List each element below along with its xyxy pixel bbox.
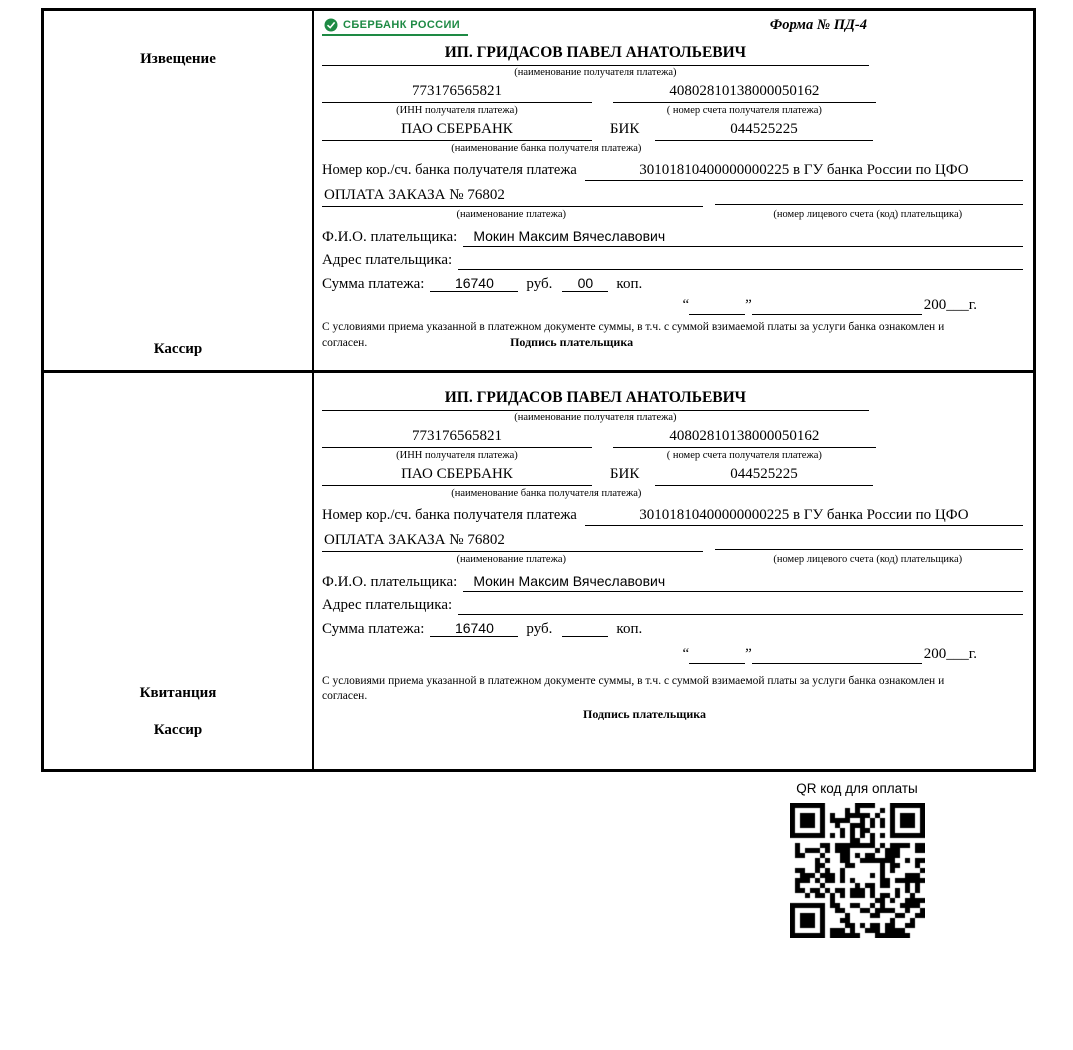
payer-address-row [322,252,1023,270]
inn-account-row [322,428,1023,448]
payer-address-blank [458,252,1023,270]
inn-value: 773176565821 [322,428,592,448]
account-value: 40802810138000050162 [613,428,876,448]
personal-account-blank [715,532,1023,550]
notice-form-body [314,11,1033,370]
rub-label: руб. [526,621,553,637]
notice-left-column [44,11,314,370]
purpose-value: ОПЛАТА ЗАКАЗА № 76802 [322,187,703,207]
payer-name-label: Ф.И.О. плательщика: [322,229,458,245]
amount-label: Сумма платежа: [322,276,425,292]
date-day-blank [689,297,745,315]
qr-section [742,781,972,938]
purpose-row [322,532,1023,552]
corr-label: Номер кор./сч. банка получателя платежа [322,507,577,523]
payer-name-label: Ф.И.О. плательщика: [322,574,458,590]
bank-caption: (наименование банка получателя платежа) [451,488,642,499]
personal-account-blank [715,187,1023,205]
close-quote: ” [745,297,752,313]
bik-label: БИК [609,466,640,482]
inn-account-captions [322,449,1023,463]
open-quote: “ [682,646,690,662]
purpose-value: ОПЛАТА ЗАКАЗА № 76802 [322,532,703,552]
signature-label: Подпись плательщика [510,335,634,350]
inn-value: 773176565821 [322,83,592,103]
rub-label: руб. [526,276,553,292]
payer-name-row [322,573,1023,592]
bik-value: 044525225 [655,466,872,486]
sberbank-logo-icon [324,18,338,32]
year-label: 200___г. [923,297,977,313]
date-month-blank [752,297,922,315]
account-caption: ( номер счета получателя платежа) [666,105,822,116]
corr-label: Номер кор./сч. банка получателя платежа [322,162,577,178]
corr-value: 30101810400000000225 в ГУ банка России по ЦФО [585,507,1023,526]
payer-name-value: Мокин Максим Вячеславович [463,228,1023,247]
payee-name: ИП. ГРИДАСОВ ПАВЕЛ АНАТОЛЬЕВИЧ [322,389,869,411]
sberbank-logo-text: СБЕРБАНК РОССИИ [343,19,461,31]
terms-text: С условиями приема указанной в платежном документе суммы, в т.ч. с суммой взимаемой платы за услуги банка ознакомлен и согласен. [322,321,945,350]
terms-block [322,320,967,351]
payer-address-label: Адрес плательщика: [322,597,453,613]
inn-account-captions [322,104,1023,118]
pd4-form [41,8,1036,772]
receipt-slip [44,373,1033,769]
corr-account-row [322,162,1023,181]
bank-row [322,121,1023,141]
payer-address-label: Адрес плательщика: [322,252,453,268]
receipt-label: Квитанция [139,685,217,701]
bik-label: БИК [609,121,640,137]
personal-account-caption: (номер лицевого счета (код) плательщика) [773,209,963,220]
receipt-form-body [314,373,1033,769]
amount-kop-value: 00 [562,275,608,292]
amount-row [322,275,1023,293]
year-label: 200___г. [923,646,977,662]
payee-block [322,389,869,425]
date-day-blank [689,646,745,664]
amount-rub-value: 16740 [430,620,518,637]
bank-name: ПАО СБЕРБАНК [322,121,592,141]
inn-caption: (ИНН получателя платежа) [396,450,518,461]
amount-row [322,620,1023,638]
amount-rub-value: 16740 [430,275,518,292]
bank-name: ПАО СБЕРБАНК [322,466,592,486]
payer-name-value: Мокин Максим Вячеславович [463,573,1023,592]
open-quote: “ [682,297,690,313]
receipt-left-column [44,373,314,769]
qr-caption: QR код для оплаты [796,781,918,796]
purpose-caption: (наименование платежа) [456,554,566,565]
date-row [322,646,1023,664]
bank-caption: (наименование банка получателя платежа) [451,143,642,154]
bik-value: 044525225 [655,121,872,141]
terms-block [322,674,967,723]
kop-label: коп. [616,621,643,637]
inn-account-row [322,83,1023,103]
notice-slip [44,11,1033,373]
form-number: Форма № ПД-4 [769,17,867,33]
payee-name: ИП. ГРИДАСОВ ПАВЕЛ АНАТОЛЬЕВИЧ [322,44,869,66]
inn-caption: (ИНН получателя платежа) [396,105,518,116]
notice-header-row [322,17,1023,44]
cashier-label: Кассир [153,722,203,738]
personal-account-caption: (номер лицевого счета (код) плательщика) [773,554,963,565]
corr-account-row [322,507,1023,526]
close-quote: ” [745,646,752,662]
payer-address-blank [458,597,1023,615]
qr-code [790,803,925,938]
sberbank-logo [322,17,468,36]
date-row [322,297,1023,315]
bank-row [322,466,1023,486]
purpose-row [322,187,1023,207]
purpose-captions [322,553,1023,567]
payer-address-row [322,597,1023,615]
purpose-captions [322,208,1023,222]
purpose-caption: (наименование платежа) [456,209,566,220]
account-caption: ( номер счета получателя платежа) [666,450,822,461]
payee-caption: (наименование получателя платежа) [514,67,677,78]
payee-caption: (наименование получателя платежа) [514,412,677,423]
corr-value: 30101810400000000225 в ГУ банка России по ЦФО [585,162,1023,181]
amount-label: Сумма платежа: [322,621,425,637]
date-month-blank [752,646,922,664]
payee-block [322,44,869,80]
signature-label: Подпись плательщика [583,707,706,722]
account-value: 40802810138000050162 [613,83,876,103]
amount-kop-blank [562,620,608,637]
kop-label: коп. [616,276,643,292]
cashier-label: Кассир [153,341,203,357]
notice-label: Извещение [140,51,216,67]
payer-name-row [322,228,1023,247]
terms-text: С условиями приема указанной в платежном документе суммы, в т.ч. с суммой взимаемой платы за услуги банка ознакомлен и согласен. [322,675,945,703]
